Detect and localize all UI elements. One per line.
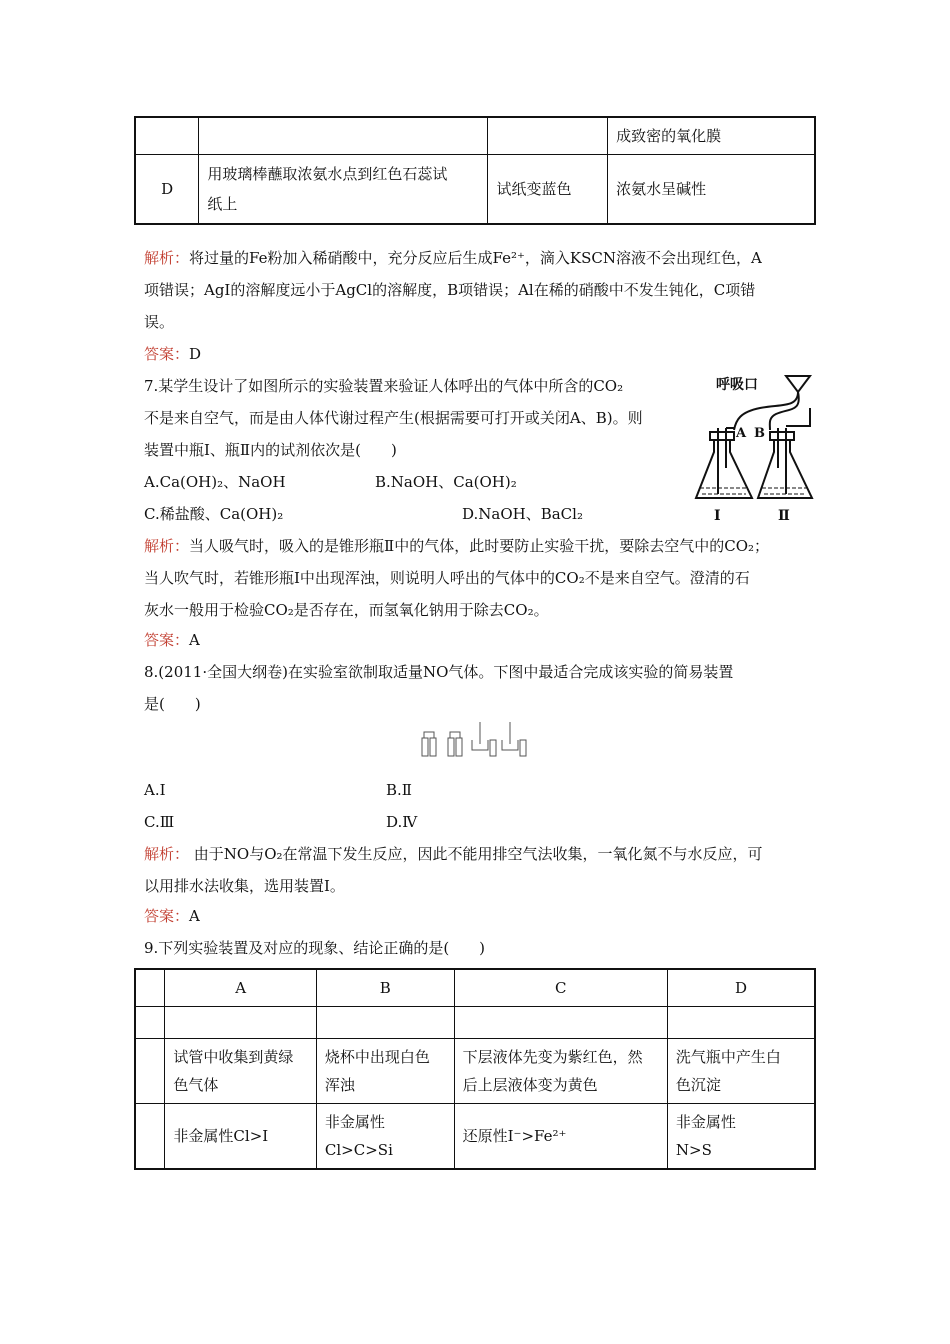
answer-label: 答案：	[144, 345, 190, 363]
analysis-text: 由于NO与O₂在常温下发生反应，因此不能用排空气法收集，一氧化氮不与水反应，可	[189, 845, 763, 863]
q8-apparatus-figure	[420, 720, 532, 768]
q6-analysis-line: 误。	[144, 313, 175, 331]
analysis-text: 将过量的Fe粉加入稀硝酸中，充分反应后生成Fe²⁺，滴入KSCN溶液不会出现红色，A	[189, 249, 762, 267]
q7-analysis-line: 灰水一般用于检验CO₂是否存在，而氢氧化钠用于除去CO₂。	[144, 601, 549, 619]
q8-option-b: B.Ⅱ	[386, 781, 412, 799]
table-header-row	[135, 969, 815, 1007]
cell-line: 非金属性	[675, 1113, 736, 1131]
q6-analysis-line: 项错误；AgI的溶解度远小于AgCl的溶解度，B项错误；Al在稀的硝酸中不发生钝化，C项错	[144, 281, 756, 299]
table-header-cell: C	[454, 969, 667, 1007]
cell-line: 非金属性	[324, 1113, 385, 1131]
table-cell: 成致密的氧化膜	[608, 117, 815, 155]
table-cell	[165, 1007, 316, 1039]
table-row	[135, 1104, 815, 1170]
table-cell	[135, 1007, 165, 1039]
table-cell	[316, 1007, 454, 1039]
answer-label: 答案：	[144, 907, 190, 925]
cell-line: N>S	[675, 1141, 712, 1159]
q8-analysis-line: 以用排水法收集，选用装置Ⅰ。	[144, 877, 345, 895]
q8-option-a: A.Ⅰ	[144, 781, 166, 799]
answer-label: 答案：	[144, 631, 190, 649]
cell-line: 后上层液体变为黄色	[462, 1076, 598, 1094]
table-cell	[135, 117, 199, 155]
analysis-label: 解析：	[144, 249, 190, 267]
cell-line: Cl>C>Si	[324, 1141, 393, 1159]
table-cell	[667, 1039, 815, 1104]
q8-option-d: D.Ⅳ	[386, 813, 418, 831]
analysis-label: 解析：	[144, 845, 190, 863]
q7-answer	[144, 630, 200, 650]
table-cell	[488, 117, 608, 155]
q7-stem-line: 7.某学生设计了如图所示的实验装置来验证人体呼出的气体中所含的CO₂	[144, 377, 624, 395]
q9-table	[134, 968, 816, 1170]
cell-line: 试管中收集到黄绿	[173, 1048, 294, 1066]
q7-stem-line: 装置中瓶Ⅰ、瓶Ⅱ内的试剂依次是( )	[144, 441, 397, 459]
table-cell	[135, 1104, 165, 1170]
cell-line: 纸上	[207, 195, 238, 213]
analysis-text: 当人吸气时，吸入的是锥形瓶Ⅱ中的气体，此时要防止实验干扰，要除去空气中的CO₂；	[189, 537, 770, 555]
q8-option-c: C.Ⅲ	[144, 813, 175, 831]
table-header-cell: B	[316, 969, 454, 1007]
table-cell	[667, 1104, 815, 1170]
valve-a-label: A	[736, 426, 747, 441]
cell-line: 色气体	[173, 1076, 219, 1094]
table-cell	[199, 117, 488, 155]
q6-analysis-line	[144, 248, 762, 268]
q7-apparatus-figure	[690, 368, 820, 530]
table-cell: 试纸变蓝色	[488, 155, 608, 225]
q6-answer	[144, 344, 201, 364]
valve-b-label: B	[754, 426, 765, 441]
answer-value: A	[189, 907, 200, 925]
table-cell: 浓氨水呈碱性	[608, 155, 815, 225]
top-table	[134, 116, 816, 225]
q7-analysis-line: 当人吹气时，若锥形瓶Ⅰ中出现浑浊，则说明人呼出的气体中的CO₂不是来自空气。澄清的石	[144, 569, 750, 587]
table-cell	[199, 155, 488, 225]
table-cell	[454, 1007, 667, 1039]
table-header-cell: A	[165, 969, 316, 1007]
bottle-1-label: Ⅰ	[714, 508, 721, 524]
q8-stem-line: 8.(2011·全国大纲卷)在实验室欲制取适量NO气体。下图中最适合完成该实验的简易装置	[144, 663, 734, 681]
q7-stem-line: 不是来自空气，而是由人体代谢过程产生(根据需要可打开或关闭A、B)。则	[144, 409, 643, 427]
bottle-2-label: Ⅱ	[778, 508, 790, 524]
table-cell	[316, 1039, 454, 1104]
mouth-label: 呼吸口	[716, 377, 758, 393]
q9-stem: 9.下列实验装置及对应的现象、结论正确的是( )	[144, 939, 486, 957]
table-header-cell: D	[667, 969, 815, 1007]
cell-line: 洗气瓶中产生白	[675, 1048, 781, 1066]
analysis-label: 解析：	[144, 537, 190, 555]
table-row	[135, 1039, 815, 1104]
table-cell	[135, 1039, 165, 1104]
q7-option-c: C.稀盐酸、Ca(OH)₂	[144, 505, 284, 523]
q8-analysis-line	[144, 844, 763, 864]
table-cell	[454, 1039, 667, 1104]
table-row	[135, 117, 815, 155]
cell-line: 用玻璃棒蘸取浓氨水点到红色石蕊试	[207, 165, 448, 183]
table-cell: 非金属性Cl>I	[165, 1104, 316, 1170]
table-cell: 还原性I⁻>Fe²⁺	[454, 1104, 667, 1170]
cell-line: 烧杯中出现白色	[324, 1048, 430, 1066]
table-header-cell	[135, 969, 165, 1007]
table-cell	[667, 1007, 815, 1039]
q7-option-b: B.NaOH、Ca(OH)₂	[375, 473, 517, 491]
answer-value: A	[189, 631, 200, 649]
apparatus-thumbnails	[420, 720, 532, 768]
q8-stem-line: 是( )	[144, 695, 201, 713]
answer-value: D	[189, 345, 202, 363]
cell-line: 浑浊	[324, 1076, 355, 1094]
q7-option-a: A.Ca(OH)₂、NaOH	[144, 473, 286, 491]
table-cell	[165, 1039, 316, 1104]
table-row	[135, 155, 815, 225]
table-row	[135, 1007, 815, 1039]
cell-line: 色沉淀	[675, 1076, 721, 1094]
table-cell: D	[135, 155, 199, 225]
q8-answer	[144, 906, 200, 926]
q7-option-d: D.NaOH、BaCl₂	[462, 505, 583, 523]
cell-line: 下层液体先变为紫红色，然	[462, 1048, 643, 1066]
table-cell	[316, 1104, 454, 1170]
q7-analysis-line	[144, 536, 769, 556]
